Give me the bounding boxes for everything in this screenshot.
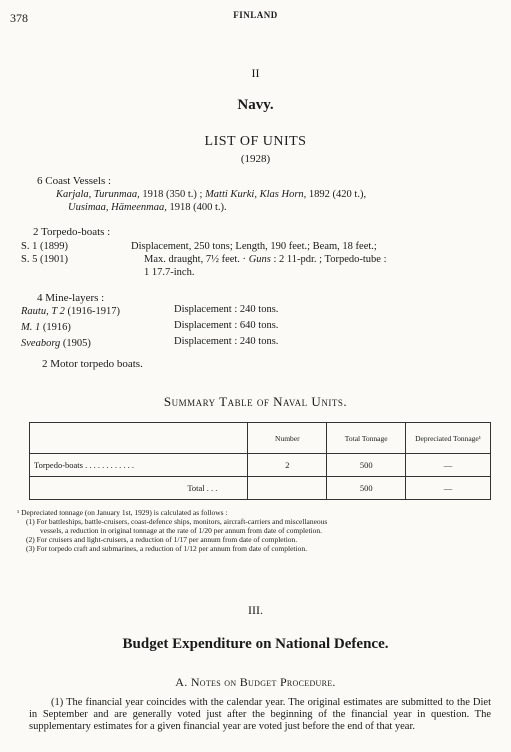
navy-heading: Navy.	[237, 97, 274, 113]
row-number: 2	[248, 454, 327, 477]
budget-paragraph-1: (1) The financial year coincides with the calendar year. The original estimates are submitted to the Diet in September and are generally voted just after the beginning of the financial year in question. The supplementary estimates for a given financial year are voted just before the end of that year.	[29, 697, 491, 732]
torpedo-unit-2: S. 5 (1901)	[21, 254, 68, 265]
row-tonnage: 500	[327, 454, 406, 477]
mine-layer-name-3	[21, 338, 91, 349]
vessel-details-a: 1918 (350 t.) ;	[139, 189, 206, 200]
total-tonnage: 500	[327, 477, 406, 500]
summary-table	[29, 422, 491, 500]
mine-layer-years-1: (1916-1917)	[64, 306, 120, 317]
mine-layer-years-2: (1916)	[40, 322, 71, 333]
footnote-item-1-cont: vessels, a reduction in original tonnage at the rate of 1/20 per annum from date of completion.	[40, 526, 322, 535]
header-label-blank	[30, 423, 248, 454]
mine-layers-heading: 4 Mine-layers :	[37, 292, 105, 304]
mine-layer-displacement-1: Displacement : 240 tons.	[174, 304, 279, 315]
vessel-names-c: Uusimaa, Hämeenmaa,	[68, 202, 167, 213]
header-depreciated-tonnage: Depreciated Tonnage¹	[406, 423, 491, 454]
footnote-item-2: (2) For cruisers and light-cruisers, a reduction of 1/17 per annum from date of completion.	[26, 535, 298, 544]
total-number	[248, 477, 327, 500]
coast-vessels-line-2	[68, 202, 227, 213]
mine-layer-displacement-3: Displacement : 240 tons.	[174, 336, 279, 347]
mine-layer-title-3: Sveaborg	[21, 338, 61, 349]
mine-layer-title-1: Rautu, T 2	[21, 306, 65, 317]
footnote-item-1: (1) For battleships, battle-cruisers, coast-defence ships, monitors, aircraft-carriers and miscellaneous	[26, 517, 328, 526]
total-label: Total . . .	[30, 477, 248, 500]
header-total-tonnage: Total Tonnage	[327, 423, 406, 454]
torpedo-boats-heading: 2 Torpedo-boats :	[33, 226, 111, 238]
coast-vessels-heading: 6 Coast Vessels :	[37, 175, 112, 187]
torpedo-spec-line-2	[144, 254, 386, 265]
mine-layer-displacement-2: Displacement : 640 tons.	[174, 320, 279, 331]
footnote-item-3: (3) For torpedo craft and submarines, a reduction of 1/12 per annum from date of completion.	[26, 544, 307, 553]
running-title: FINLAND	[233, 10, 278, 20]
vessel-names-b: Matti Kurki, Klas Horn,	[205, 189, 307, 200]
notes-subheading: A. Notes on Budget Procedure.	[175, 675, 336, 689]
motor-torpedo-boats: 2 Motor torpedo boats.	[42, 358, 143, 370]
total-depreciated: —	[406, 477, 491, 500]
list-year: (1928)	[240, 153, 271, 165]
spec-draught: Max. draught, 7½ feet. ·	[144, 254, 249, 265]
mine-layer-name-2	[21, 322, 71, 333]
coast-vessels-line-1	[56, 189, 366, 200]
section-numeral-iii: III.	[248, 603, 263, 617]
section-numeral-ii: II	[251, 66, 260, 80]
footnote-intro: ¹ Depreciated tonnage (on January 1st, 1929) is calculated as follows :	[17, 508, 228, 517]
spec-guns-label: Guns	[248, 254, 271, 265]
vessel-details-b: 1892 (420 t.),	[306, 189, 367, 200]
torpedo-spec-line-3: 1 17.7-inch.	[144, 267, 195, 278]
summary-table-title: Summary Table of Naval Units.	[163, 394, 348, 409]
table-row-total	[30, 477, 491, 500]
table-row	[30, 454, 491, 477]
mine-layer-name-1	[21, 306, 120, 317]
list-of-units-heading: LIST OF UNITS	[204, 134, 307, 149]
page-number: 378	[10, 11, 28, 25]
row-depreciated: —	[406, 454, 491, 477]
vessel-names-a: Karjala, Turunmaa,	[56, 189, 140, 200]
budget-heading: Budget Expenditure on National Defence.	[122, 636, 389, 652]
mine-layer-years-3: (1905)	[60, 338, 91, 349]
mine-layer-title-2: M. 1	[21, 322, 41, 333]
torpedo-unit-1: S. 1 (1899)	[21, 241, 68, 252]
torpedo-spec-line-1: Displacement, 250 tons; Length, 190 feet.; Beam, 18 feet.;	[131, 241, 377, 252]
table-header-row	[30, 423, 491, 454]
row-label: Torpedo-boats . . . . . . . . . . . .	[30, 454, 248, 477]
header-number: Number	[248, 423, 327, 454]
spec-guns: : 2 11-pdr. ; Torpedo-tube :	[270, 254, 387, 265]
vessel-details-c: 1918 (400 t.).	[166, 202, 227, 213]
